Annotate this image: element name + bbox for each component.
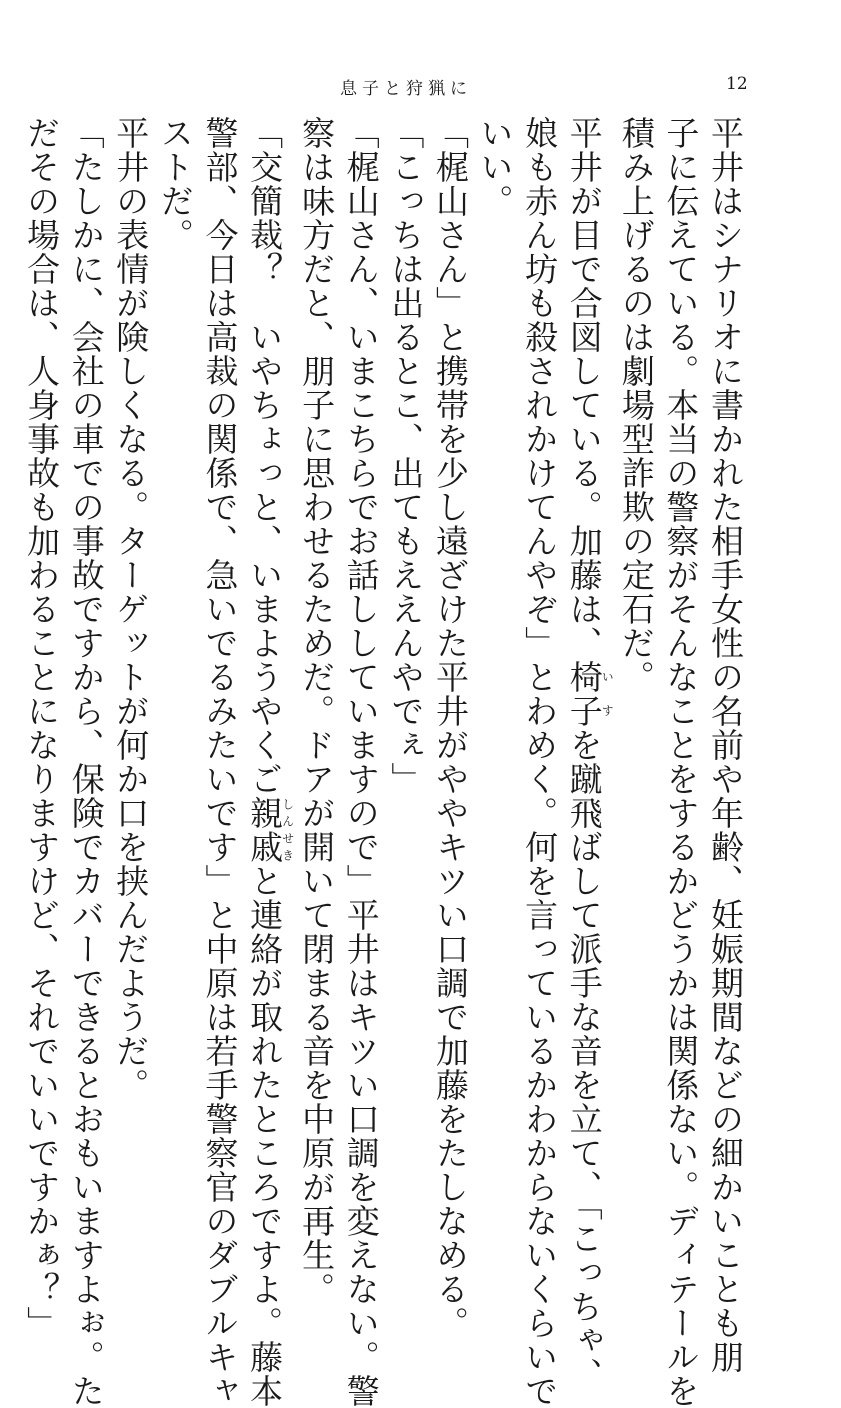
- text-line: 積み上げるのは劇場型詐欺の定石だ。: [616, 116, 656, 694]
- text-line: 「こっちは出るとこ、出てもええんやでぇ」: [386, 116, 426, 796]
- ruby-word: 親戚しんせき: [245, 796, 295, 864]
- running-title: 息子と狩猟に: [340, 79, 472, 99]
- text-line: 平井の表情が険しくなる。ターゲットが何か口を挟んだようだ。: [111, 116, 151, 1102]
- text-line: いい。: [475, 116, 515, 218]
- text-line: 「交簡裁？ いやちょっと、いまようやくご親戚しんせきと連絡が取れたところですよ。藤本: [245, 116, 295, 1408]
- text-line: 「梶山さん、いまこちらでお話ししていますので」平井はキツい口調を変えない。警: [341, 116, 381, 1408]
- ruby-reading: いす: [600, 660, 615, 728]
- text-line: 「梶山さん」と携帯を少し遠ざけた平井がややキツい口調で加藤をたしなめる。: [430, 116, 470, 1340]
- text-line: 平井はシナリオに書かれた相手女性の名前や年齢、妊娠期間などの細かいことも朋: [706, 116, 745, 1374]
- text-line: だその場合は、人身事故も加わることになりますけど、それでいいですかぁ？」: [22, 116, 62, 1340]
- ruby-reading: しんせき: [280, 796, 295, 864]
- text-line: 察は味方だと、朋子に思わせるためだ。ドアが開いて閉まる音を中原が再生。: [297, 116, 337, 1306]
- text-line: 平井が目で合図している。加藤は、椅子いすを蹴飛ばして派手な音を立て、「こっちゃ、: [564, 116, 615, 1392]
- text-line: 「たしかに、会社の車での事故ですから、保険でカバーできるとおもいますよぉ。た: [66, 116, 106, 1408]
- text-line: 娘も赤ん坊も殺されかけてんやぞ」とわめく。何を言っているかわからないくらいで: [520, 116, 560, 1408]
- text-line: 子に伝えている。本当の警察がそんなことをするかどうかは関係ない。ディテールを: [661, 116, 701, 1408]
- body-text: [19, 116, 748, 1408]
- text-line: 警部、今日は高裁の関係で、急いでるみたいです」と中原は若手警察官のダブルキャ: [200, 116, 240, 1408]
- ruby-word: 椅子いす: [564, 660, 615, 728]
- page-number: 12: [726, 74, 748, 94]
- text-line: ストだ。: [155, 116, 195, 252]
